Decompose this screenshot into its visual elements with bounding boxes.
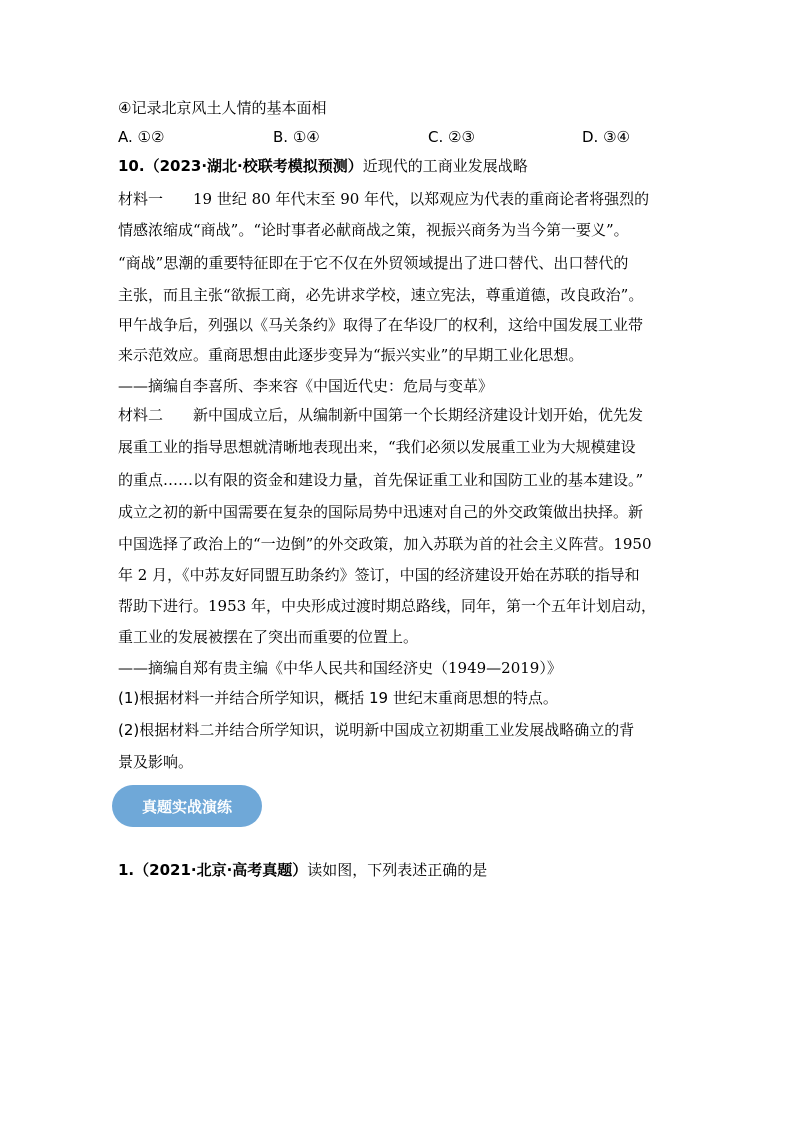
sub-question-2-line: (2)根据材料二并结合所学知识，说明新中国成立初期重工业发展战略确立的背 <box>118 721 635 739</box>
material2-line: 的重点……以有限的资金和建设力量，首先保证重工业和国防工业的基本建设。” <box>118 471 644 489</box>
material1-line: 情感浓缩成“商战”。“论时事者必献商战之策，视振兴商务为当今第一要义”。 <box>118 221 629 239</box>
option-c: C. ②③ <box>428 128 475 146</box>
question-source: （2021·北京·高考真题） <box>134 861 308 879</box>
material2-line: 重工业的发展被摆在了突出而重要的位置上。 <box>118 628 419 646</box>
question-10-heading <box>118 156 528 176</box>
material1-source: ——摘编自李喜所、李来容《中国近代史：危局与变革》 <box>118 377 494 395</box>
material2-line: 展重工业的指导思想就清晰地表现出来，“我们必须以发展重工业为大规模建设 <box>118 438 636 456</box>
material2-line: 中国选择了政治上的“一边倒”的外交政策，加入苏联为首的社会主义阵营。1950 <box>118 535 652 553</box>
material2-line: 年 2 月，《中苏友好同盟互助条约》签订，中国的经济建设开始在苏联的指导和 <box>118 566 640 584</box>
question-1-heading <box>118 860 487 880</box>
material1-line: 甲午战争后，列强以《马关条约》取得了在华设厂的权利，这给中国发展工业带 <box>118 316 644 334</box>
option-d: D. ③④ <box>582 128 630 146</box>
question-number: 10. <box>118 157 145 175</box>
material1-line: “商战”思潮的重要特征即在于它不仅在外贸领域提出了进口替代、出口替代的 <box>118 254 629 272</box>
material1-line: 来示范效应。重商思想由此逐步变异为“振兴实业”的早期工业化思想。 <box>118 346 584 364</box>
sub-question-2-line: 景及影响。 <box>118 753 194 771</box>
material2-line: 材料二 新中国成立后，从编制新中国第一个长期经济建设计划开始，优先发 <box>118 406 644 424</box>
option-item-4: ④记录北京风土人情的基本面相 <box>118 99 327 117</box>
material1-line: 主张，而且主张“欲振工商，必先讲求学校，速立宪法，尊重道德，改良政治”。 <box>118 286 644 304</box>
option-b: B. ①④ <box>273 128 320 146</box>
material2-source: ——摘编自郑有贵主编《中华人民共和国经济史（1949—2019）》 <box>118 659 562 677</box>
material2-line: 帮助下进行。1953 年，中央形成过渡时期总路线，同年，第一个五年计划启动， <box>118 597 656 615</box>
material2-line: 成立之初的新中国需要在复杂的国际局势中迅速对自己的外交政策做出抉择。新 <box>118 503 644 521</box>
answer-options <box>118 127 678 147</box>
sub-question-1: (1)根据材料一并结合所学知识，概括 19 世纪末重商思想的特点。 <box>118 689 558 707</box>
question-title: 近现代的工商业发展战略 <box>362 157 528 175</box>
material1-line: 材料一 19 世纪 80 年代末至 90 年代，以郑观应为代表的重商论者将强烈的 <box>118 190 650 208</box>
question-text: 读如图，下列表述正确的是 <box>307 861 488 879</box>
section-badge: 真题实战演练 <box>112 785 262 827</box>
option-a: A. ①② <box>118 128 165 146</box>
question-number: 1. <box>118 861 135 879</box>
question-source: （2023·湖北·校联考模拟预测） <box>144 157 363 175</box>
